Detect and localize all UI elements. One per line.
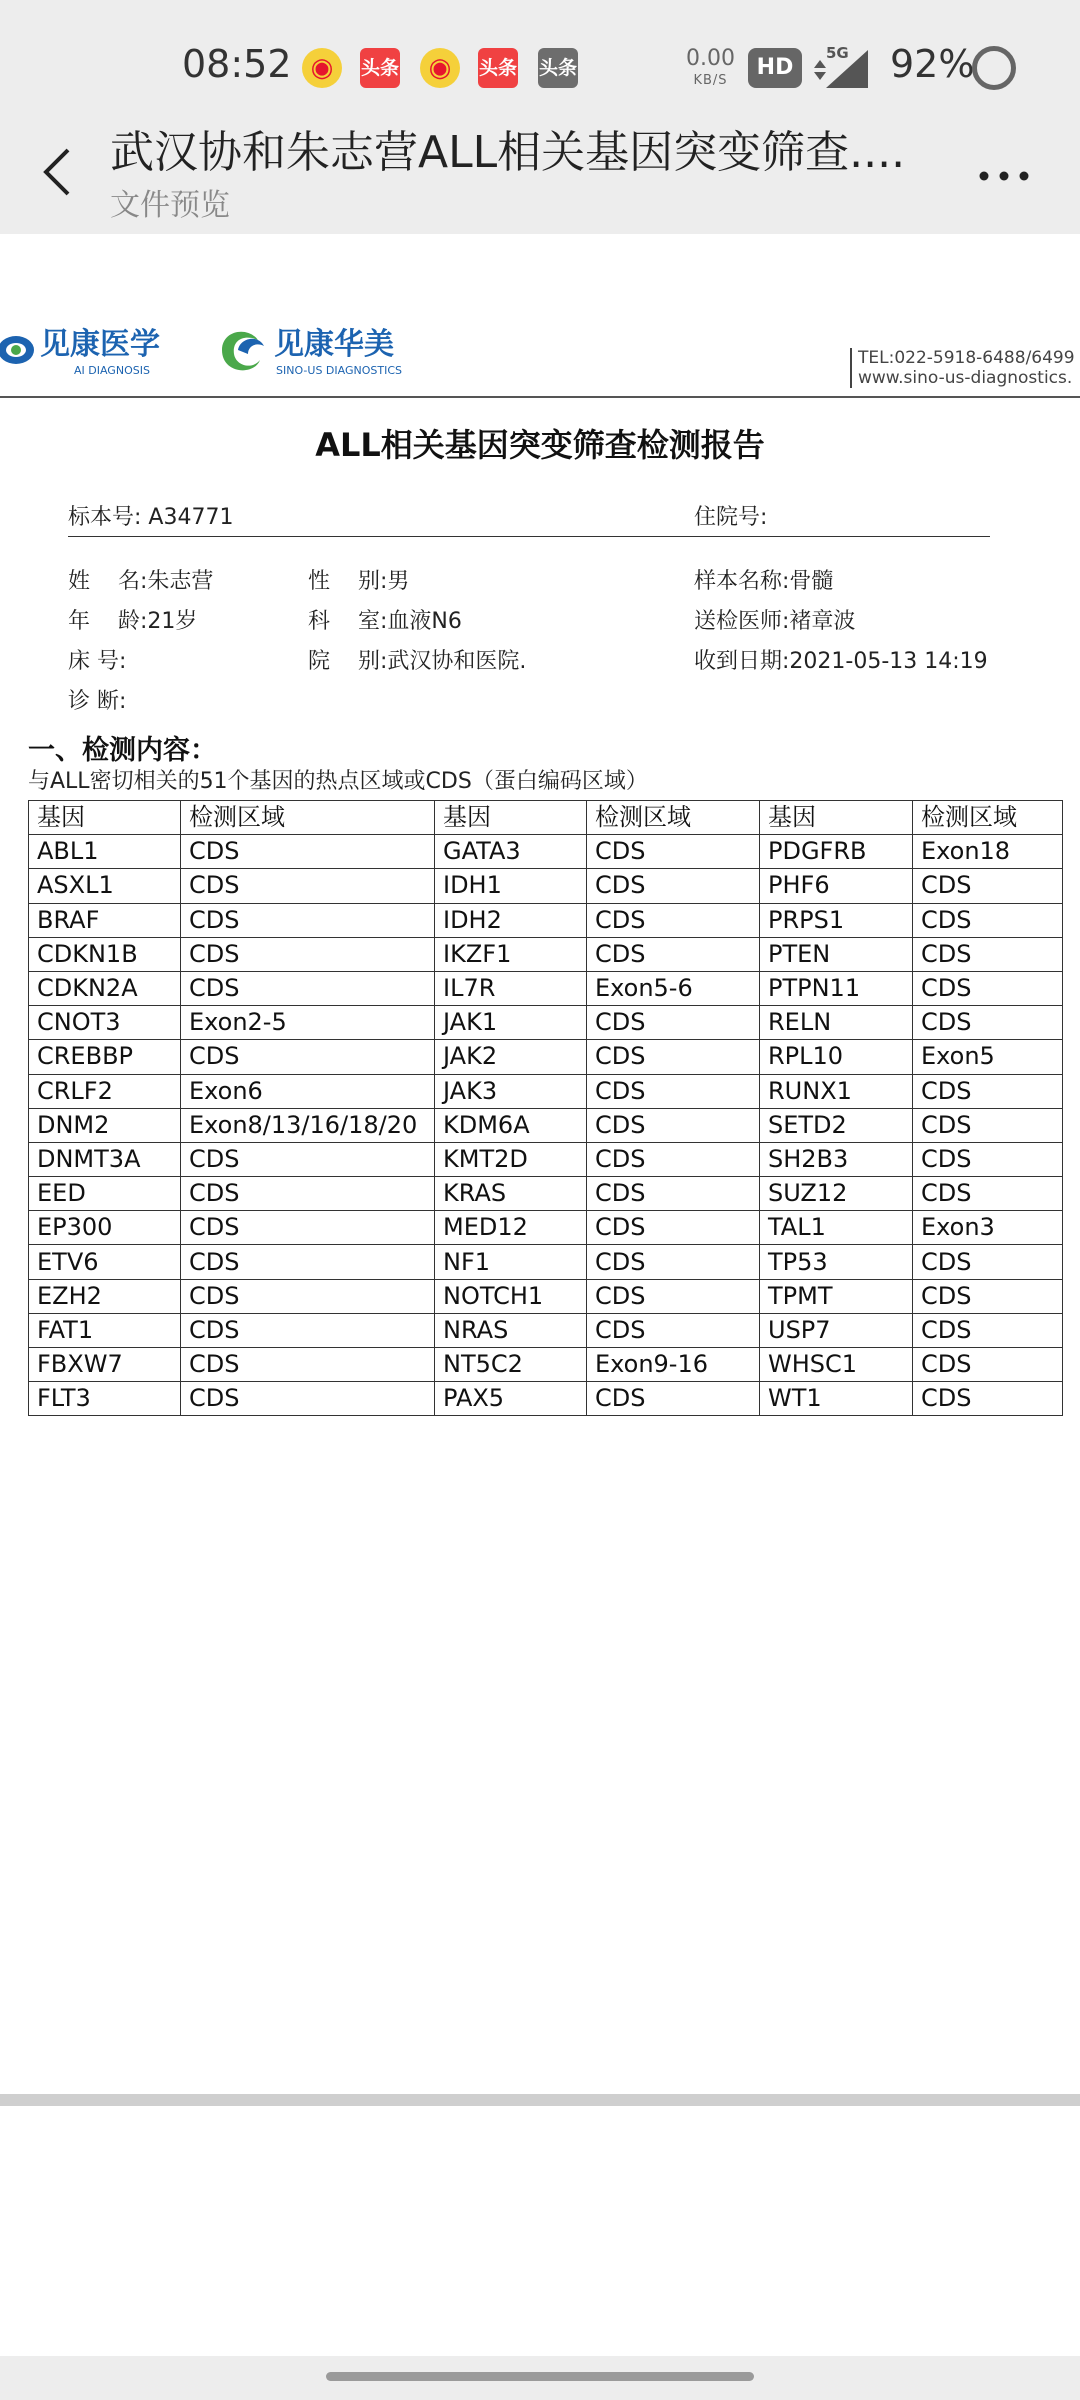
table-header-cell: 基因 [760,801,913,835]
region-cell: CDS [587,1040,760,1074]
table-row [29,1142,1063,1176]
gene-cell: RPL10 [760,1040,913,1074]
age-label: 年 龄: [68,609,148,634]
gene-cell: TAL1 [760,1211,913,1245]
battery-icon [972,46,1016,90]
patient-sex [308,564,409,595]
next-page-area [0,2106,1080,2356]
system-nav-bar [0,2356,1080,2400]
region-cell: CDS [587,1211,760,1245]
region-cell: CDS [587,869,760,903]
region-cell: CDS [913,1142,1063,1176]
dept-label: 科 室: [308,609,388,634]
hosp-label: 院 别: [308,649,388,674]
region-cell: CDS [587,1279,760,1313]
region-cell: CDS [587,937,760,971]
region-cell: Exon6 [181,1074,435,1108]
table-row [29,1348,1063,1382]
gene-cell: DNM2 [29,1108,181,1142]
page-edge [0,2094,1080,2106]
region-cell: Exon5 [913,1040,1063,1074]
info-divider [68,536,990,537]
table-row [29,1006,1063,1040]
table-row [29,1177,1063,1211]
region-cell: CDS [587,1006,760,1040]
age-value: 21岁 [147,609,198,634]
table-header-cell: 基因 [435,801,587,835]
region-cell: CDS [913,869,1063,903]
gene-cell: EP300 [29,1211,181,1245]
received-date: 收到日期:2021-05-13 14:19 [694,649,988,674]
gene-cell: IDH2 [435,903,587,937]
table-row [29,869,1063,903]
gene-cell: CNOT3 [29,1006,181,1040]
region-cell: CDS [181,1279,435,1313]
status-bar [0,0,1080,130]
table-header-cell: 检测区域 [181,801,435,835]
gene-cell: JAK1 [435,1006,587,1040]
region-cell: CDS [913,1313,1063,1347]
toutiao-icon: 头条 [538,48,578,88]
chevron-left-icon [38,142,78,202]
net-speed [686,48,735,92]
sample-name: 样本名称:骨髓 [694,569,834,594]
contact-info [850,348,1080,388]
region-cell: CDS [587,1177,760,1211]
gene-cell: ETV6 [29,1245,181,1279]
region-cell: CDS [181,937,435,971]
region-cell: CDS [587,1313,760,1347]
more-icon [976,140,1032,200]
hospital [308,644,526,675]
header-divider [0,396,1080,398]
region-cell: CDS [181,1245,435,1279]
gene-cell: PTEN [760,937,913,971]
region-cell: CDS [181,1142,435,1176]
gene-cell: WHSC1 [760,1348,913,1382]
patient-age [68,604,197,635]
gene-table-body [29,801,1063,1416]
table-row [29,903,1063,937]
region-cell: Exon9-16 [587,1348,760,1382]
region-cell: CDS [587,1142,760,1176]
jiankang-medical-logo [0,322,196,382]
gene-cell: TP53 [760,1245,913,1279]
table-row [29,1279,1063,1313]
department [308,604,462,635]
hospital-number: 住院号: [694,505,768,530]
gene-cell: WT1 [760,1382,913,1416]
file-subtitle: 文件预览 [110,188,230,223]
gene-cell: JAK3 [435,1074,587,1108]
gene-cell: DNMT3A [29,1142,181,1176]
toutiao-icon: 头条 [360,48,400,88]
file-title: 武汉协和朱志营ALL相关基因突变筛查.... [110,127,906,178]
region-cell: CDS [181,835,435,869]
gene-cell: JAK2 [435,1040,587,1074]
weibo-icon: ◉ [420,48,460,88]
gene-cell: CREBBP [29,1040,181,1074]
gene-cell: SUZ12 [760,1177,913,1211]
gene-cell: BRAF [29,903,181,937]
region-cell: CDS [913,1074,1063,1108]
gene-cell: FAT1 [29,1313,181,1347]
table-header-row [29,801,1063,835]
sex-label: 性 别: [308,569,388,594]
region-cell: CDS [913,1348,1063,1382]
gene-cell: FBXW7 [29,1348,181,1382]
region-cell: CDS [913,937,1063,971]
gene-cell: IKZF1 [435,937,587,971]
report-title: ALL相关基因突变筛查检测报告 [315,426,765,464]
region-cell: CDS [587,1382,760,1416]
logo-left-name: 见康医学 [40,327,160,362]
table-header-cell: 检测区域 [587,801,760,835]
gene-cell: NRAS [435,1313,587,1347]
clock: 08:52 [182,42,292,86]
logo-right-tagline: SINO-US DIAGNOSTICS [276,364,402,377]
table-row [29,1211,1063,1245]
region-cell: CDS [587,1074,760,1108]
table-row [29,1382,1063,1416]
gene-cell: USP7 [760,1313,913,1347]
region-cell: CDS [181,869,435,903]
dept-value: 血液N6 [387,609,462,634]
table-row [29,1313,1063,1347]
gene-cell: ABL1 [29,835,181,869]
logo-left-tagline: AI DIAGNOSIS [74,364,150,377]
more-options-button[interactable] [976,140,1032,211]
region-cell: CDS [181,1177,435,1211]
net-speed-unit: KB/S [693,73,728,88]
table-header-cell: 检测区域 [913,801,1063,835]
region-cell: CDS [181,971,435,1005]
gene-cell: PTPN11 [760,971,913,1005]
hosp-value: 武汉协和医院. [387,649,527,674]
net-speed-value: 0.00 [686,46,735,71]
app-bar [0,127,1080,234]
region-cell: CDS [913,971,1063,1005]
table-row [29,1040,1063,1074]
table-row [29,1245,1063,1279]
gene-cell: SH2B3 [760,1142,913,1176]
region-cell: CDS [913,1245,1063,1279]
table-row [29,971,1063,1005]
gene-cell: TPMT [760,1279,913,1313]
patient-name [68,564,213,595]
gene-cell: SETD2 [760,1108,913,1142]
gene-cell: NOTCH1 [435,1279,587,1313]
table-row [29,1074,1063,1108]
region-cell: CDS [181,1313,435,1347]
document-page[interactable] [0,234,1080,2094]
table-row [29,1108,1063,1142]
gene-cell: PAX5 [435,1382,587,1416]
table-header-cell: 基因 [29,801,181,835]
region-cell: CDS [913,1108,1063,1142]
table-row [29,835,1063,869]
gene-cell: ASXL1 [29,869,181,903]
gene-cell: PHF6 [760,869,913,903]
region-cell: CDS [913,1177,1063,1211]
gene-cell: NF1 [435,1245,587,1279]
back-button[interactable] [38,142,78,202]
region-cell: Exon2-5 [181,1006,435,1040]
bed-number: 床 号: [68,649,127,674]
region-cell: Exon5-6 [587,971,760,1005]
region-cell: CDS [913,1006,1063,1040]
region-cell: CDS [181,1040,435,1074]
signal-5g-icon [812,44,872,90]
region-cell: CDS [587,903,760,937]
gene-cell: KMT2D [435,1142,587,1176]
gene-cell: PDGFRB [760,835,913,869]
gene-cell: CDKN2A [29,971,181,1005]
gene-cell: EZH2 [29,1279,181,1313]
sex-value: 男 [387,569,410,594]
gene-cell: IDH1 [435,869,587,903]
section-title: 一、检测内容： [28,735,217,766]
diagnosis: 诊 断: [68,689,127,714]
logo-right-name: 见康华美 [274,327,394,362]
name-value: 朱志营 [147,569,214,594]
gene-cell: GATA3 [435,835,587,869]
gene-cell: RELN [760,1006,913,1040]
region-cell: CDS [587,1245,760,1279]
hd-badge: HD [748,48,802,88]
home-indicator[interactable] [326,2372,754,2381]
jiankang-huamei-logo [218,320,408,382]
gene-cell: RUNX1 [760,1074,913,1108]
section-description: 与ALL密切相关的51个基因的热点区域或CDS（蛋白编码区域） [28,769,648,794]
gene-cell: FLT3 [29,1382,181,1416]
sample-number: 标本号: A34771 [68,505,234,530]
referring-doctor: 送检医师:褚章波 [694,609,856,634]
region-cell: CDS [587,1108,760,1142]
toutiao-icon: 头条 [478,48,518,88]
contact-website: www.sino-us-diagnostics. [858,368,1073,388]
region-cell: CDS [913,903,1063,937]
region-cell: CDS [181,1382,435,1416]
region-cell: Exon3 [913,1211,1063,1245]
gene-cell: IL7R [435,971,587,1005]
weibo-icon: ◉ [302,48,342,88]
region-cell: CDS [913,1382,1063,1416]
name-label: 姓 名: [68,569,148,594]
region-cell: CDS [913,1279,1063,1313]
table-row [29,937,1063,971]
region-cell: CDS [181,1348,435,1382]
gene-cell: PRPS1 [760,903,913,937]
network-label: 5G [826,44,849,62]
gene-cell: CDKN1B [29,937,181,971]
region-cell: CDS [181,903,435,937]
gene-cell: MED12 [435,1211,587,1245]
region-cell: CDS [181,1211,435,1245]
gene-cell: KDM6A [435,1108,587,1142]
contact-tel: TEL:022-5918-6488/6499 [858,348,1075,368]
gene-cell: EED [29,1177,181,1211]
battery-percent: 92% [890,42,975,86]
region-cell: CDS [587,835,760,869]
gene-cell: KRAS [435,1177,587,1211]
region-cell: Exon18 [913,835,1063,869]
gene-cell: NT5C2 [435,1348,587,1382]
gene-table [28,800,1063,1416]
region-cell: Exon8/13/16/18/20 [181,1108,435,1142]
gene-cell: CRLF2 [29,1074,181,1108]
